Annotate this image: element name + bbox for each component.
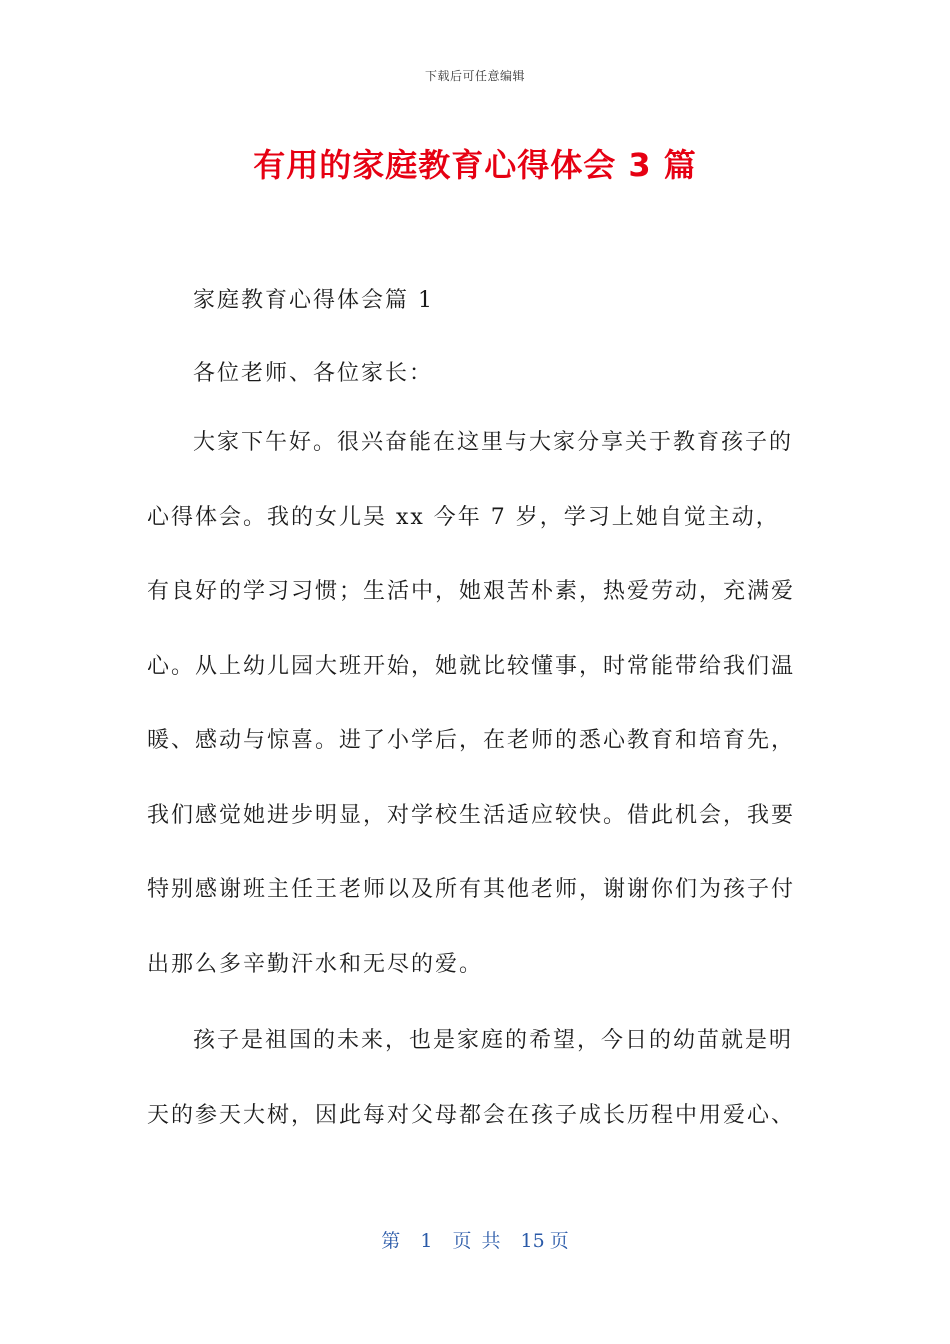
header-note: 下载后可任意编辑 — [424, 69, 525, 83]
paragraph: 孩子是祖国的未来，也是家庭的希望，今日的幼苗就是明天的参天大树，因此每对父母都会在孩子成长历程中用爱心、 — [147, 1028, 796, 1128]
paragraph: 大家下午好。很兴奋能在这里与大家分享关于教育孩子的心得体会。我的女儿吴 xx 今年 7 岁，学习上她自觉主动，有良好的学习习惯；生活中，她艰苦朴素，热爱劳动，充满爱心。从上幼儿园大班开始，她就比较懂事，时常能带给我们温暖、感动与惊喜。进了小学后，在老师的悉心教育和培育先，我们感觉她进步明显，对学校生活适应较快。借此机会，我要特别感谢班主任王老师以及所有其他老师，谢谢你们为孩子付出那么多辛勤汗水和无尽的爱。 — [147, 430, 796, 977]
salutation: 各位老师、各位家长： — [193, 361, 434, 386]
page-number-footer — [0, 1226, 950, 1253]
page-label-mid: 页 共 — [452, 1230, 501, 1252]
current-page-number: 1 — [420, 1230, 433, 1252]
page-label-prefix: 第 — [381, 1230, 401, 1252]
document-title: 有用的家庭教育心得体会 3 篇 — [253, 146, 697, 184]
total-pages: 15 — [520, 1230, 545, 1252]
section-heading: 家庭教育心得体会篇 1 — [193, 288, 434, 313]
page-label-suffix: 页 — [549, 1230, 569, 1252]
